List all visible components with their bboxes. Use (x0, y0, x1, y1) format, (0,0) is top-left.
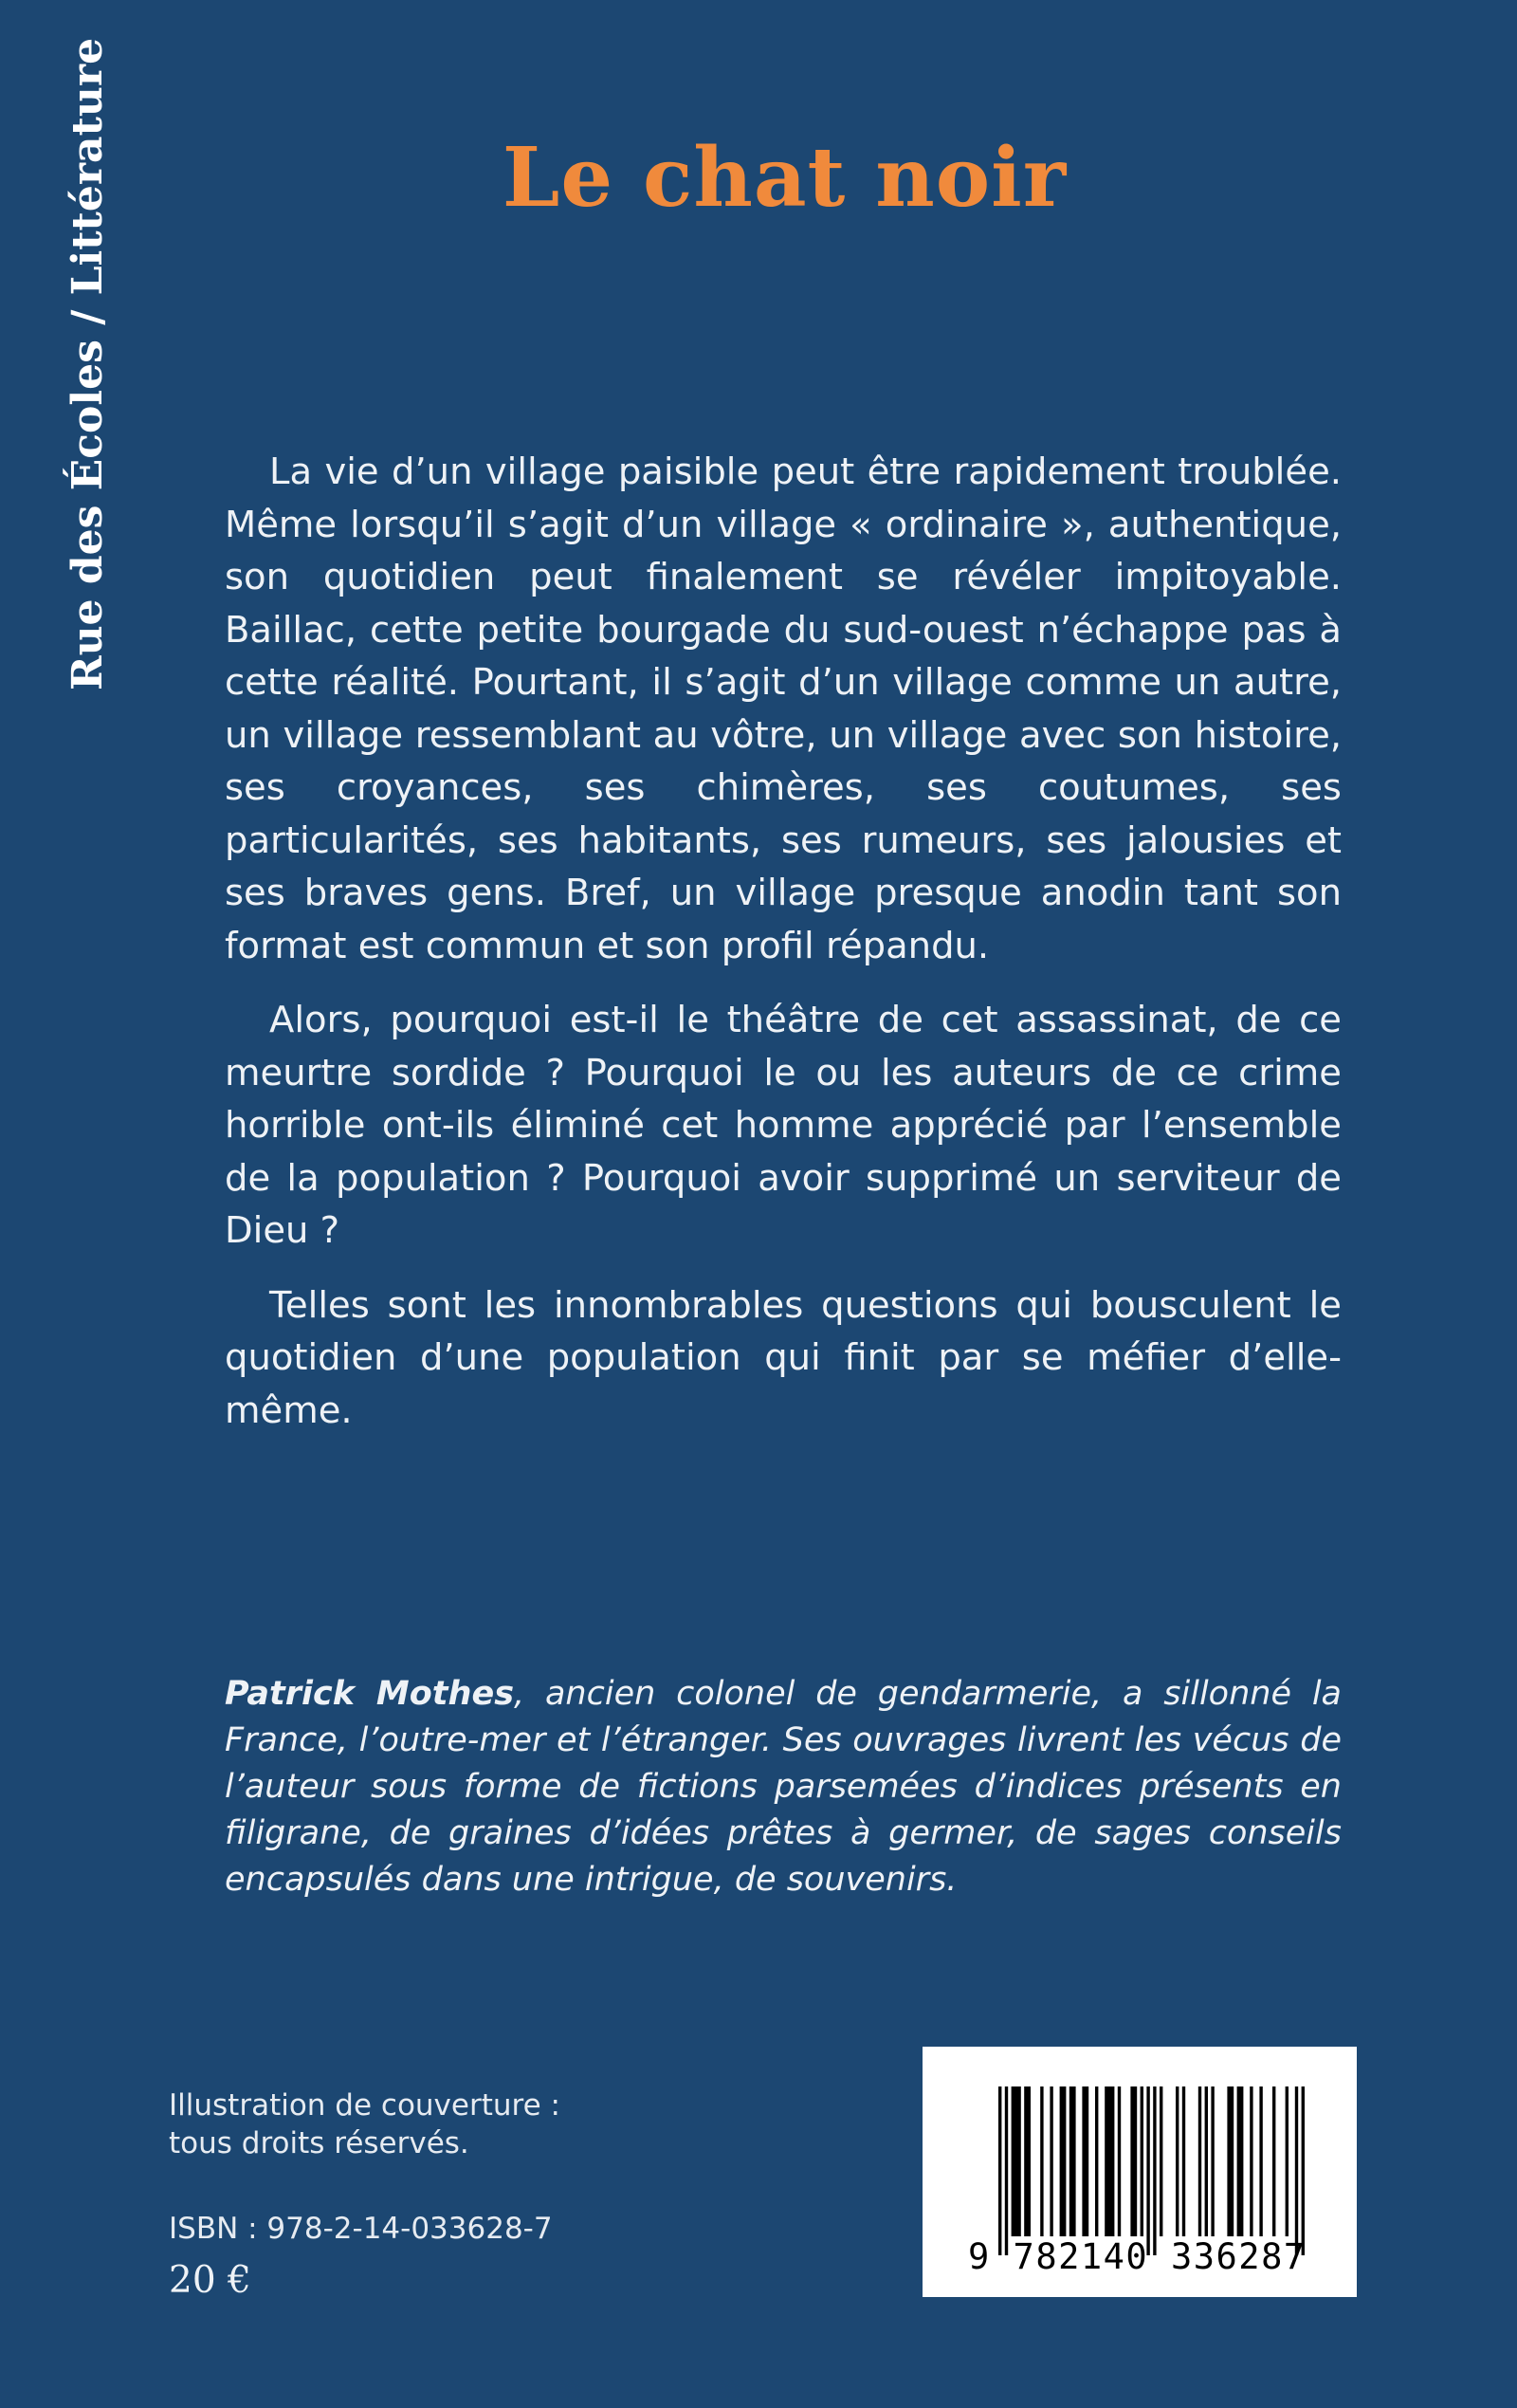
barcode-bar (998, 2086, 1001, 2255)
barcode-bar (1082, 2086, 1088, 2236)
series-spine-label: Rue des Écoles / Littérature (64, 37, 112, 690)
barcode-bar (1095, 2086, 1098, 2236)
author-bio (225, 1671, 1342, 1903)
barcode-bar (1302, 2086, 1305, 2255)
barcode-bar (1205, 2086, 1208, 2236)
barcode-bar (1259, 2086, 1262, 2236)
blurb (225, 446, 1342, 1459)
barcode-bar (1272, 2086, 1275, 2236)
barcode-bar (1141, 2086, 1143, 2236)
barcode-bar (1198, 2086, 1201, 2236)
barcode (923, 2047, 1357, 2297)
barcode-bar (1118, 2086, 1121, 2236)
barcode-digits: 9 782140 336287 (968, 2236, 1307, 2277)
barcode-bar (1130, 2086, 1137, 2236)
blurb-paragraph-1: La vie d’un village paisible peut être rapidement troublée. Même lorsqu’il s’agit d’un village « ordinaire », authentique, son quotidien peut finalement se révéler impitoyable. Baillac, cette petite bourgade du sud-ouest n’échappe pas à cette réalité. Pourtant, il s’agit d’un village comme un autre, un village ressemblant au vôtre, un village avec son histoire, ses croyances, ses chimères, ses coutumes, ses particularités, ses habitants, ses rumeurs, ses jalousies et ses braves gens. Bref, un village presque anodin tant son format est commun et son profil répandu. (225, 450, 1342, 967)
barcode-bar (1211, 2086, 1214, 2236)
barcode-bar (1227, 2086, 1234, 2236)
isbn-label: ISBN : 978-2-14-033628-7 (169, 2212, 553, 2246)
barcode-bar (1160, 2086, 1162, 2236)
book-title: Le chat noir (502, 130, 1068, 226)
price-label: 20 € (169, 2259, 251, 2302)
barcode-bar (1286, 2086, 1289, 2236)
barcode-bar (1050, 2086, 1052, 2236)
barcode-bar (1295, 2086, 1298, 2255)
barcode-bar (1060, 2086, 1067, 2236)
blurb-paragraph-3: Telles sont les innombrables questions qui bousculent le quotidien d’une population qui finit par se méfier d’elle-même. (225, 1283, 1342, 1432)
author-bio-text: , ancien colonel de gendarmerie, a sillonné la France, l’outre-mer et l’étranger. Ses ouvrages livrent les vécus de l’auteur sous forme de fictions parsemées d’indices présents en filigrane, de graines d’idées prêtes à germer, de sages conseils encapsulés dans une intrigue, de souvenirs. (225, 1675, 1342, 1899)
blurb-paragraph-2: Alors, pourquoi est-il le théâtre de cet assassinat, de ce meurtre sordide ? Pourquoi le ou les auteurs de ce crime horrible ont-ils éliminé cet homme apprécié par l’ensemble de la population ? Pourquoi avoir supprimé un serviteur de Dieu ? (225, 999, 1342, 1252)
barcode-bar (1237, 2086, 1244, 2236)
barcode-bar (1040, 2086, 1043, 2236)
barcode-bar (1182, 2086, 1185, 2236)
barcode-bar (1250, 2086, 1252, 2236)
barcode-bar (1146, 2086, 1149, 2255)
barcode-bar (1024, 2086, 1031, 2236)
barcode-bar (1005, 2086, 1008, 2255)
credits-line-1: Illustration de couverture : (169, 2088, 560, 2123)
author-name: Patrick Mothes (225, 1675, 515, 1713)
barcode-bar (1176, 2086, 1179, 2236)
barcode-bar (1012, 2086, 1021, 2236)
credits-line-2: tous droits réservés. (169, 2126, 469, 2160)
barcode-bar (1069, 2086, 1076, 2236)
barcode-bar (1105, 2086, 1114, 2236)
barcode-bar (1153, 2086, 1156, 2255)
cover-credits (169, 2086, 560, 2162)
